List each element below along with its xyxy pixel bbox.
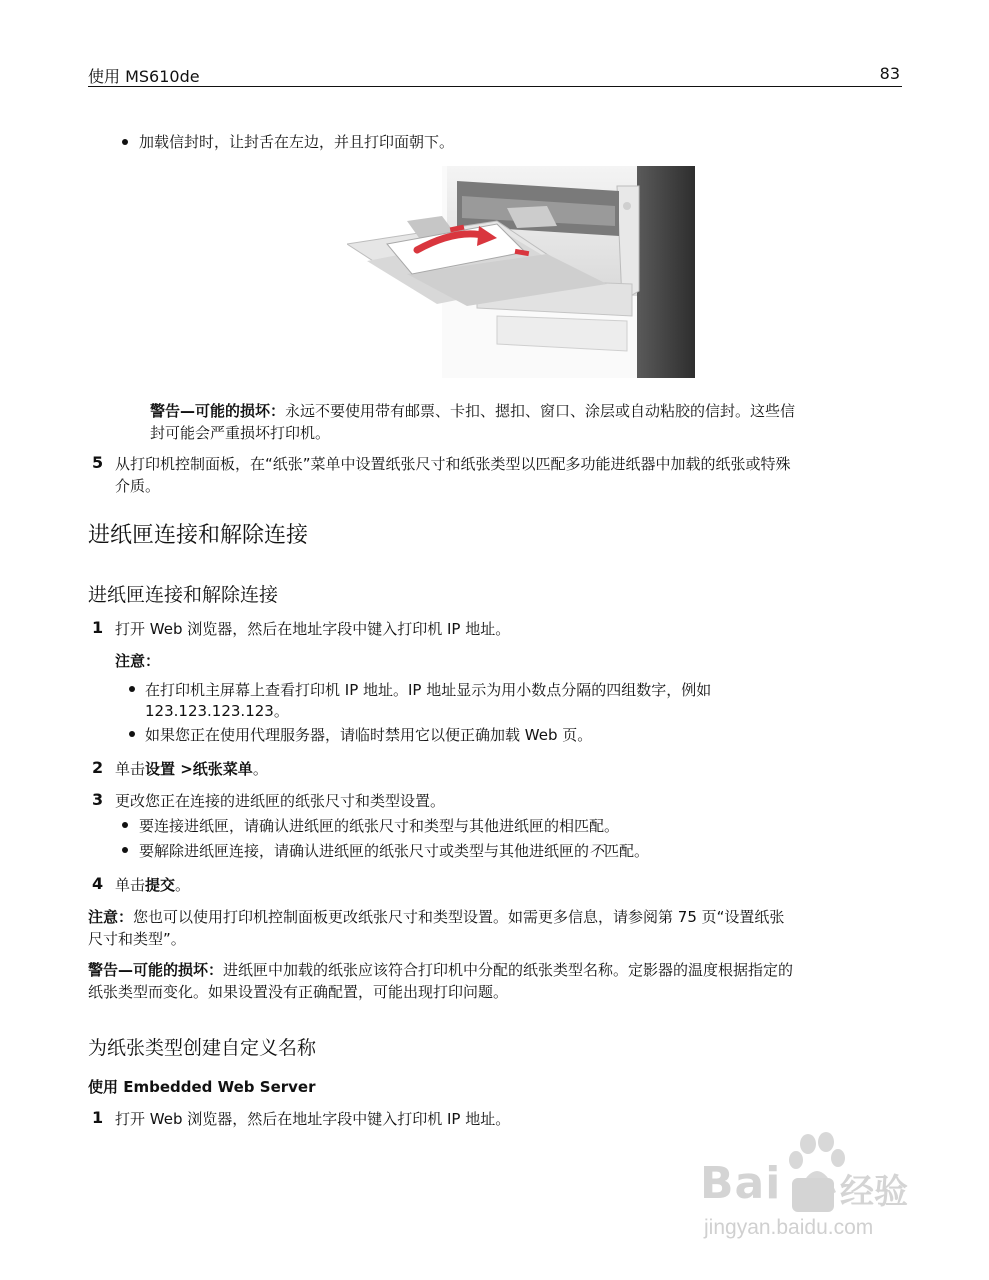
step-bullet-prefix: 要解除进纸匣连接，请确认进纸匣的纸张尺寸或类型与其他进纸匣的 xyxy=(139,842,590,860)
note-paragraph xyxy=(88,905,784,929)
emphasis-not: 不 xyxy=(589,842,605,860)
watermark-jingyan: 经验 xyxy=(840,1172,908,1212)
warning-text-line1: 永远不要使用带有邮票、卡扣、摁扣、窗口、涂层或自动粘胶的信封。这些信 xyxy=(285,402,796,420)
step-number: 5 xyxy=(92,453,104,472)
bullet-dot xyxy=(122,139,128,145)
subsection-title: 进纸匣连接和解除连接 xyxy=(88,584,279,606)
menu-path: 设置 >纸张菜单 xyxy=(145,760,253,778)
step-bullet xyxy=(139,839,649,863)
warning-text-line2: 纸张类型而变化。如果设置没有正确配置，可能出现打印问题。 xyxy=(88,983,509,1001)
section-title: 进纸匣连接和解除连接 xyxy=(88,523,309,548)
warning-text-line1: 进纸匣中加载的纸张应该符合打印机中分配的纸张类型名称。定影器的温度根据指定的 xyxy=(223,961,794,979)
warning-label: 警告—可能的损坏： xyxy=(150,402,286,420)
watermark-url: jingyan.baidu.com xyxy=(704,1216,874,1239)
page-number: 83 xyxy=(879,64,900,83)
bullet-dot xyxy=(129,686,135,692)
watermark-brand: Bai xyxy=(700,1158,782,1209)
step-number: 2 xyxy=(92,758,104,777)
bullet-dot xyxy=(122,822,128,828)
watermark-du-box xyxy=(792,1178,834,1212)
step-bullet-suffix: 匹配。 xyxy=(604,842,650,860)
note-text-line2: 尺寸和类型”。 xyxy=(88,930,186,948)
bullet-dot xyxy=(129,731,135,737)
step-text-prefix: 单击 xyxy=(115,760,146,778)
note-bullet: 如果您正在使用代理服务器，请临时禁用它以便正确加载 Web 页。 xyxy=(145,726,593,744)
step-text-suffix: 。 xyxy=(252,760,268,778)
subsubsection-title: 使用 Embedded Web Server xyxy=(88,1078,316,1096)
baidu-jingyan-watermark xyxy=(700,1130,935,1250)
note-text-line1: 您也可以使用打印机控制面板更改纸张尺寸和类型设置。如需更多信息，请参阅第 75 页“设置纸张 xyxy=(133,908,785,926)
step-text: 打开 Web 浏览器，然后在地址字段中键入打印机 IP 地址。 xyxy=(115,1110,511,1128)
note-label: 注意： xyxy=(115,652,161,670)
running-header: 使用 MS610de xyxy=(88,67,200,86)
note-label: 注意： xyxy=(88,908,134,926)
bullet-dot xyxy=(122,847,128,853)
printer-envelope-illustration xyxy=(347,166,695,378)
subsection-title: 为纸张类型创建自定义名称 xyxy=(88,1037,317,1059)
step-text: 更改您正在连接的进纸匣的纸张尺寸和类型设置。 xyxy=(115,792,446,810)
header-rule xyxy=(88,86,902,87)
warning-text-line2: 封可能会严重损坏打印机。 xyxy=(150,424,331,442)
step-text-prefix: 单击 xyxy=(115,876,146,894)
warning-paragraph xyxy=(150,399,795,423)
step-text xyxy=(115,873,190,897)
envelope-instruction: 加载信封时，让封舌在左边，并且打印面朝下。 xyxy=(139,133,455,151)
step-text: 打开 Web 浏览器，然后在地址字段中键入打印机 IP 地址。 xyxy=(115,620,511,638)
step-text xyxy=(115,757,268,781)
note-bullet-line2: 123.123.123.123。 xyxy=(145,702,289,720)
step-number: 1 xyxy=(92,1108,104,1127)
warning-paragraph xyxy=(88,958,793,982)
step-number: 3 xyxy=(92,790,104,809)
step-text-line2: 介质。 xyxy=(115,477,161,495)
note-bullet-line1: 在打印机主屏幕上查看打印机 IP 地址。IP 地址显示为用小数点分隔的四组数字，例如 xyxy=(145,681,712,699)
step-bullet: 要连接进纸匣，请确认进纸匣的纸张尺寸和类型与其他进纸匣的相匹配。 xyxy=(139,817,620,835)
warning-label: 警告—可能的损坏： xyxy=(88,961,224,979)
submit-label: 提交 xyxy=(145,876,176,894)
step-number: 1 xyxy=(92,618,104,637)
step-text-suffix: 。 xyxy=(175,876,191,894)
step-text: 从打印机控制面板，在“纸张”菜单中设置纸张尺寸和纸张类型以匹配多功能进纸器中加载的纸张或特殊 xyxy=(115,455,791,473)
step-number: 4 xyxy=(92,874,104,893)
